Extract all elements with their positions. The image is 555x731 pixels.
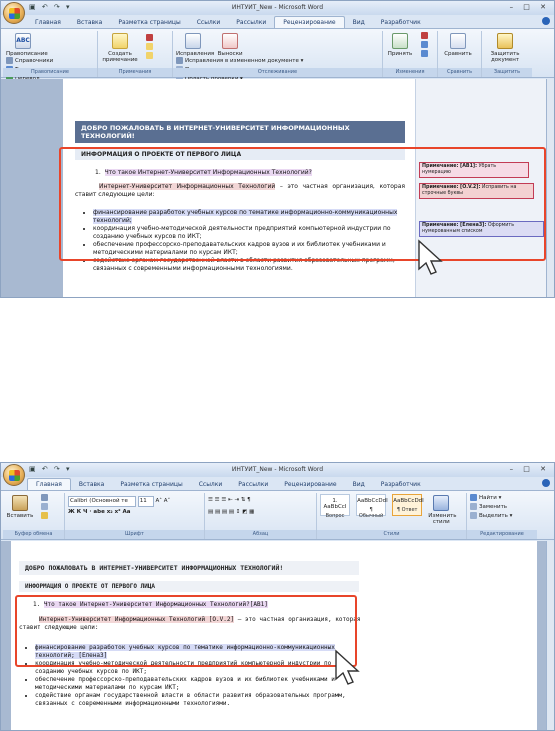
tab-insert[interactable]: Вставка bbox=[76, 19, 103, 26]
paste-button[interactable] bbox=[6, 494, 34, 519]
group-label-compare: Сравнить bbox=[438, 68, 481, 77]
binoculars-icon bbox=[470, 494, 477, 501]
next-change-icon bbox=[421, 50, 428, 57]
list-item: • содействие органам государственной власти в области развития образовательных программ, связанных с современными информационными технологиями. bbox=[35, 692, 355, 708]
align-buttons[interactable]: ▤ ▤ ▤ ▤ ↕ ◩ ▦ bbox=[208, 509, 255, 515]
style-name: ¶ Ответ bbox=[396, 507, 418, 513]
research-label: Справочники bbox=[15, 58, 54, 64]
group-compare bbox=[438, 31, 482, 77]
style-answer[interactable] bbox=[392, 494, 422, 516]
mouse-pointer-icon bbox=[416, 239, 446, 277]
select-icon bbox=[470, 512, 477, 519]
list-number: 1. bbox=[95, 169, 101, 176]
group-label-editing: Редактирование bbox=[467, 530, 537, 539]
group-label-tracking: Отслеживание bbox=[173, 68, 382, 77]
protect-document-label: Защитить документ bbox=[490, 51, 520, 63]
previous-change-icon bbox=[421, 41, 428, 48]
group-paragraph bbox=[205, 493, 317, 539]
balloons-button[interactable] bbox=[217, 32, 243, 57]
style-sample: 1. AaBbCcI bbox=[323, 498, 347, 510]
list-number: 1. bbox=[33, 601, 41, 608]
accept-button[interactable] bbox=[386, 32, 414, 57]
tab-view[interactable]: Вид bbox=[352, 19, 365, 26]
title-bar bbox=[1, 1, 554, 15]
ribbon-tabs bbox=[1, 15, 554, 28]
reject-icon bbox=[421, 32, 428, 39]
spelling-label: Правописание bbox=[6, 51, 48, 57]
commented-text-2: Интернет-Университет Информационных Технологий bbox=[99, 183, 276, 190]
protect-document-button[interactable] bbox=[485, 32, 525, 63]
quick-access-toolbar[interactable]: ▣ ↶ ↷ ▾ bbox=[29, 3, 72, 11]
word-window-review bbox=[0, 0, 555, 298]
vertical-scrollbar[interactable] bbox=[546, 541, 554, 731]
group-font bbox=[65, 493, 205, 539]
format-painter-button[interactable] bbox=[41, 512, 50, 521]
new-comment-icon bbox=[112, 33, 128, 49]
cut-button[interactable] bbox=[41, 494, 50, 503]
quick-access-toolbar[interactable]: ▣ ↶ ↷ ▾ bbox=[29, 465, 72, 473]
ribbon bbox=[1, 28, 554, 78]
tab-home[interactable]: Главная bbox=[27, 478, 71, 490]
list-item: • координация учебно-методической деятельности предприятий компьютерной индустрии по созданию учебных курсов по ИКТ; bbox=[93, 225, 403, 241]
style-name: ¶ Обычный bbox=[358, 507, 384, 519]
tab-view[interactable]: Вид bbox=[352, 481, 365, 488]
window-title: ИНТУИТ_New - Microsoft Word bbox=[231, 4, 324, 11]
previous-comment-button[interactable] bbox=[146, 43, 155, 52]
grow-font-icon[interactable]: A˄ A˅ bbox=[155, 498, 171, 504]
change-styles-button[interactable] bbox=[428, 494, 457, 525]
change-styles-label: Изменить стили bbox=[428, 513, 457, 525]
group-tracking bbox=[173, 31, 383, 77]
help-icon[interactable] bbox=[542, 479, 550, 487]
new-comment-label: Создать примечание bbox=[102, 51, 138, 63]
window-title: ИНТУИТ_New - Microsoft Word bbox=[231, 466, 324, 473]
next-change-button[interactable] bbox=[421, 50, 430, 59]
select-label: Выделить bbox=[479, 513, 508, 519]
comment-text: Оформить нумерованным списком bbox=[422, 223, 515, 234]
replace-icon bbox=[470, 503, 477, 510]
abc-check-icon: ABC bbox=[15, 33, 31, 49]
document-area bbox=[1, 541, 554, 731]
highlight-frame bbox=[15, 595, 357, 667]
paragraph-rest: – это частная организация, которая ставит следующие цели: bbox=[19, 616, 361, 631]
previous-change-button[interactable] bbox=[421, 41, 430, 50]
commented-text-1: Что такое Интернет-Университет Информационных Технологий? bbox=[104, 169, 312, 176]
group-label-comments: Примечания bbox=[98, 68, 172, 77]
group-label-clipboard: Буфер обмена bbox=[3, 530, 64, 539]
tab-mailings[interactable]: Рассылки bbox=[238, 481, 269, 488]
display-for-review-select[interactable]: Исправления в измененном документе ▾ bbox=[176, 57, 303, 66]
next-comment-icon bbox=[146, 52, 153, 59]
tab-developer[interactable]: Разработчик bbox=[380, 19, 421, 26]
previous-comment-icon bbox=[146, 43, 153, 50]
track-changes-button[interactable] bbox=[176, 32, 215, 57]
office-logo-icon bbox=[9, 8, 20, 19]
track-changes-icon bbox=[185, 33, 201, 49]
vertical-scrollbar[interactable] bbox=[546, 79, 554, 298]
lock-icon bbox=[497, 33, 513, 49]
group-clipboard bbox=[3, 493, 65, 539]
change-styles-icon bbox=[433, 495, 449, 511]
group-label-font: Шрифт bbox=[65, 530, 204, 539]
style-normal[interactable] bbox=[356, 494, 388, 519]
style-sample: AaBbCcDdI bbox=[357, 498, 388, 504]
group-changes bbox=[383, 31, 438, 77]
commented-text-3: финансирование разработок учебных курсов по тематике информационно-коммуникационных технологий; [Елена3] bbox=[35, 644, 335, 659]
doc-banner: ДОБРО ПОЖАЛОВАТЬ В ИНТЕРНЕТ-УНИВЕРСИТЕТ ИНФОРМАЦИОННЫХ ТЕХНОЛОГИЙ! bbox=[75, 121, 405, 143]
word-window-home bbox=[0, 462, 555, 731]
tab-insert[interactable]: Вставка bbox=[78, 481, 105, 488]
tab-references[interactable]: Ссылки bbox=[198, 481, 223, 488]
clipboard-icon bbox=[12, 495, 28, 511]
doc-subhead: ИНФОРМАЦИЯ О ПРОЕКТЕ ОТ ПЕРВОГО ЛИЦА bbox=[19, 581, 359, 592]
paragraph-rest: – это частная организация, которая ставит следующие цели: bbox=[75, 183, 405, 198]
accept-icon bbox=[392, 33, 408, 49]
window-controls[interactable]: – □ ✕ bbox=[509, 3, 550, 11]
style-question[interactable] bbox=[320, 494, 350, 519]
find-button[interactable]: Найти ▾ bbox=[470, 494, 534, 503]
next-comment-button[interactable] bbox=[146, 52, 155, 61]
mouse-pointer-icon bbox=[333, 649, 363, 687]
replace-button[interactable] bbox=[470, 503, 534, 512]
commented-text-2: Интернет-Университет Информационных Технологий [O.V.2] bbox=[39, 616, 235, 623]
list-item: • обеспечение профессорско-преподавательских кадров вузов и их библиотек учебниками и методическими материалами по курсам ИКТ; bbox=[35, 676, 355, 692]
group-proofing bbox=[3, 31, 98, 77]
tab-review[interactable]: Рецензирование bbox=[274, 16, 344, 28]
group-label-styles: Стили bbox=[317, 530, 466, 539]
comment-balloon-3[interactable] bbox=[419, 221, 544, 237]
brush-icon bbox=[41, 512, 48, 519]
comment-balloon-1[interactable] bbox=[419, 162, 529, 178]
replace-label: Заменить bbox=[479, 504, 508, 510]
group-styles bbox=[317, 493, 467, 539]
commented-text-1: Что такое Интернет-Университет Информационных Технологий?[AB1] bbox=[43, 601, 268, 608]
delete-comment-button[interactable] bbox=[146, 34, 155, 43]
commented-text-3: финансирование разработок учебных курсов по тематике информационно-коммуникационных технологий; bbox=[93, 209, 398, 224]
accept-label: Принять bbox=[387, 51, 413, 57]
font-size-select[interactable]: 11 bbox=[138, 496, 154, 507]
font-controls bbox=[68, 496, 201, 505]
font-name-select[interactable]: Calibri (Основной те bbox=[68, 496, 136, 507]
delete-comment-icon bbox=[146, 34, 153, 41]
style-name: Вопрос bbox=[325, 513, 345, 519]
tab-developer[interactable]: Разработчик bbox=[380, 481, 421, 488]
track-changes-label: Исправления bbox=[176, 51, 215, 57]
list-item: • координация учебно-методической деятельности предприятий компьютерной индустрии по созданию учебных курсов по ИКТ; bbox=[35, 660, 355, 676]
group-protect bbox=[482, 31, 532, 77]
comment-tag: Примечание: [AB1]: bbox=[422, 164, 478, 169]
comment-tag: Примечание: [O.V.2]: bbox=[422, 185, 481, 190]
ribbon-tabs bbox=[1, 477, 554, 490]
spelling-button[interactable] bbox=[6, 32, 48, 57]
group-label-changes: Изменения bbox=[383, 68, 437, 77]
office-logo-icon bbox=[9, 470, 20, 481]
group-label-protect: Защитить bbox=[482, 68, 532, 77]
document-area bbox=[1, 79, 554, 298]
new-comment-button[interactable] bbox=[101, 32, 139, 63]
comment-balloon-2[interactable] bbox=[419, 183, 534, 199]
book-icon bbox=[6, 57, 13, 64]
office-button[interactable] bbox=[3, 464, 25, 486]
find-label: Найти bbox=[479, 495, 497, 501]
office-button[interactable] bbox=[3, 2, 25, 24]
group-label-paragraph: Абзац bbox=[205, 530, 316, 539]
window-controls[interactable]: – □ ✕ bbox=[509, 465, 550, 473]
list-item: • обеспечение профессорско-преподавательских кадров вузов и их библиотек учебниками и методическими материалами по курсам ИКТ; bbox=[93, 241, 403, 257]
comment-text: Исправить на строчные буквы bbox=[422, 185, 517, 196]
display-review-icon bbox=[176, 57, 183, 64]
doc-subhead: ИНФОРМАЦИЯ О ПРОЕКТЕ ОТ ПЕРВОГО ЛИЦА bbox=[75, 149, 405, 160]
paste-label: Вставить bbox=[6, 513, 34, 519]
copy-icon bbox=[41, 503, 48, 510]
tab-page-layout[interactable]: Разметка страницы bbox=[120, 481, 183, 488]
reject-button[interactable] bbox=[421, 32, 430, 41]
doc-banner: ДОБРО ПОЖАЛОВАТЬ В ИНТЕРНЕТ-УНИВЕРСИТЕТ ИНФОРМАЦИОННЫХ ТЕХНОЛОГИЙ! bbox=[19, 561, 359, 575]
balloons-label: Выноски bbox=[217, 51, 243, 57]
list-buttons[interactable]: ☰ ☰ ☰ ⇤ ⇥ ⇅ ¶ bbox=[208, 497, 251, 503]
tab-mailings[interactable]: Рассылки bbox=[236, 19, 267, 26]
comment-text: Убрать нумерацию bbox=[422, 164, 497, 175]
compare-icon bbox=[450, 33, 466, 49]
group-editing bbox=[467, 493, 537, 539]
tab-review[interactable]: Рецензирование bbox=[284, 481, 337, 488]
group-label-proofing: Правописание bbox=[3, 68, 97, 77]
tab-page-layout[interactable]: Разметка страницы bbox=[118, 19, 181, 26]
research-button[interactable] bbox=[6, 57, 53, 66]
display-review-value: Исправления в измененном документе bbox=[185, 58, 299, 64]
compare-button[interactable] bbox=[441, 32, 475, 57]
font-format-buttons[interactable]: Ж К Ч · abe x₂ x² Aa bbox=[68, 509, 131, 515]
title-bar bbox=[1, 463, 554, 477]
balloons-icon bbox=[222, 33, 238, 49]
ribbon bbox=[1, 490, 554, 540]
compare-label: Сравнить bbox=[444, 51, 472, 57]
tab-references[interactable]: Ссылки bbox=[196, 19, 221, 26]
select-button[interactable]: Выделить ▾ bbox=[470, 512, 534, 521]
help-icon[interactable] bbox=[542, 17, 550, 25]
list-item: • содействие органам государственной власти в области развития образовательных программ, связанных с современными информационными технологиями. bbox=[93, 257, 403, 273]
tab-home[interactable]: Главная bbox=[35, 19, 61, 26]
copy-button[interactable] bbox=[41, 503, 50, 512]
scissors-icon bbox=[41, 494, 48, 501]
style-sample: AaBbCcDdI bbox=[393, 498, 424, 504]
comment-tag: Примечание: [Елена3]: bbox=[422, 223, 487, 228]
group-comments bbox=[98, 31, 173, 77]
